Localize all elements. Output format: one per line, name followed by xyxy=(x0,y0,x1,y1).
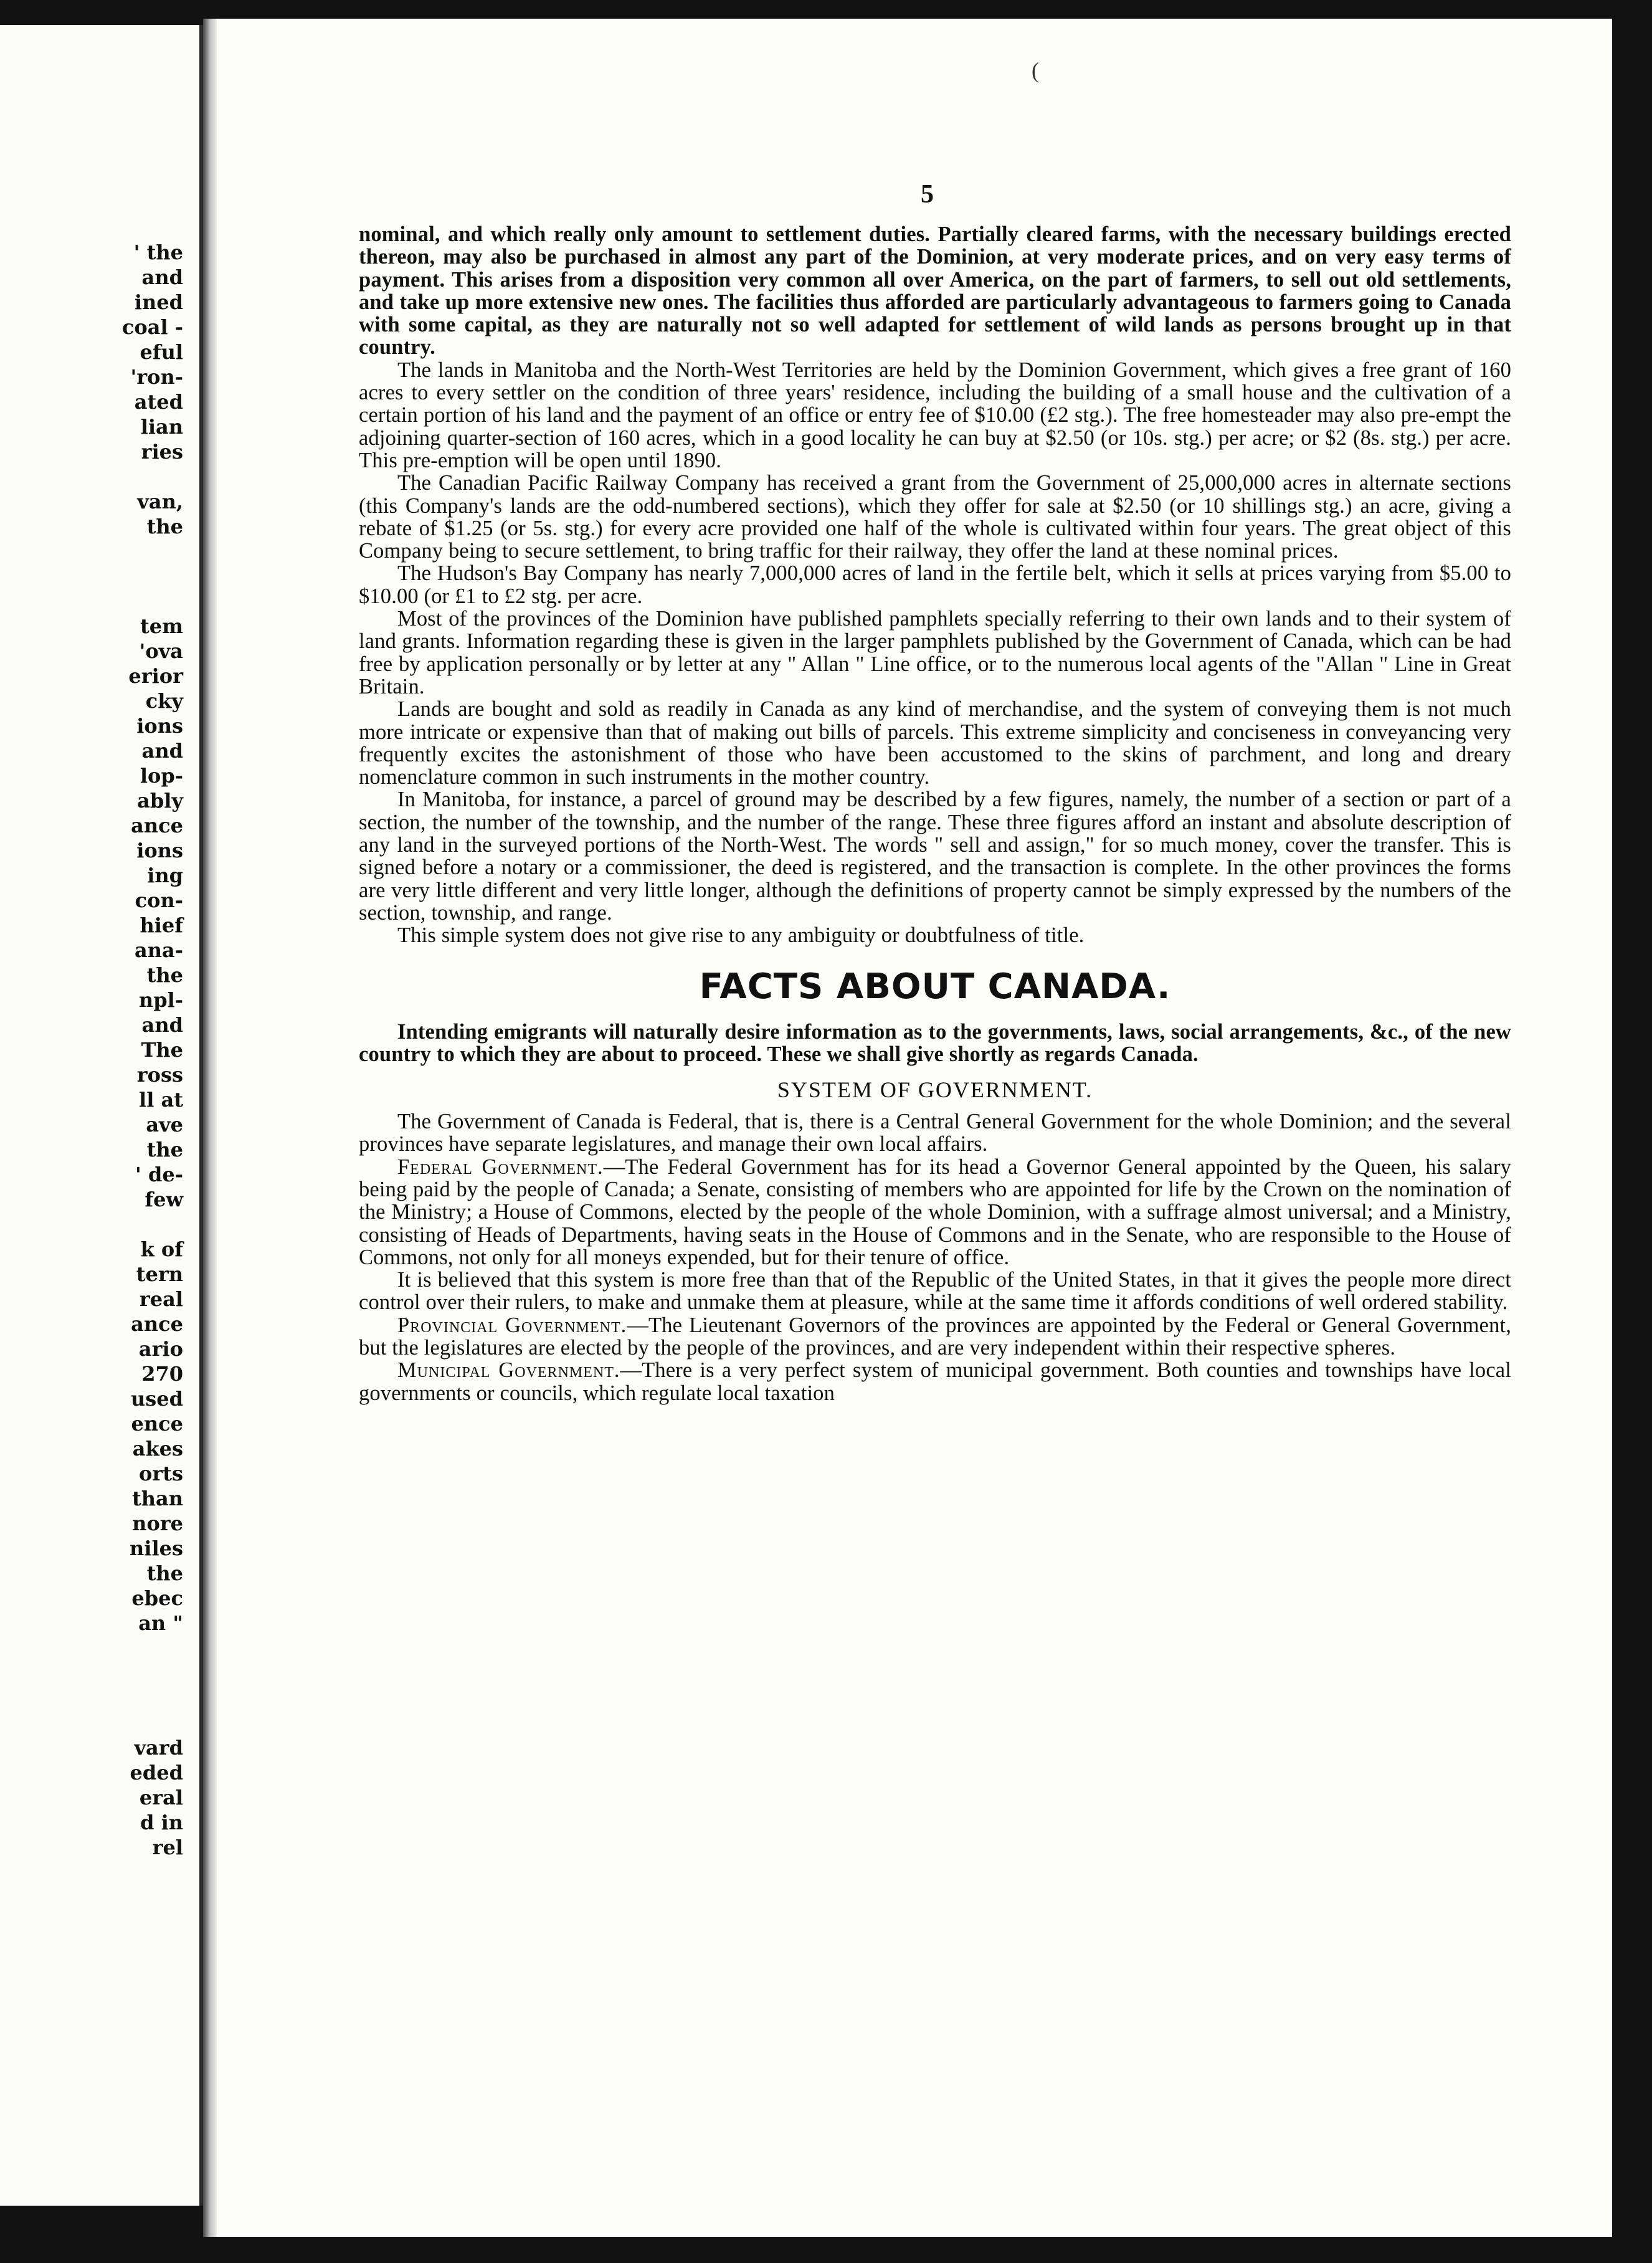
paragraph-text: —There is a very perfect system of municipal government. Both counties and townships have local governments or councils, which regulate local taxation xyxy=(359,1358,1511,1405)
paragraph: It is believed that this system is more free than that of the Republic of the United States, in that it gives the people more direct control over their rulers, to make and unmake them at pleasure, while at the same time it affords conditions of well ordered stability. xyxy=(359,1268,1511,1315)
text-fragment: the xyxy=(146,1138,183,1161)
text-fragment: the xyxy=(146,963,183,987)
text-fragment: orts xyxy=(139,1462,183,1485)
text-fragment: and xyxy=(141,1013,183,1037)
text-fragment: ined xyxy=(134,290,183,314)
text-fragment: ave xyxy=(146,1113,183,1136)
text-fragment: and xyxy=(141,739,183,763)
text-fragment: ions xyxy=(136,839,183,862)
text-fragment xyxy=(122,564,183,589)
previous-page-fragments xyxy=(122,240,183,1860)
text-fragment: coal - xyxy=(121,315,183,339)
text-fragment: ario xyxy=(138,1337,183,1361)
text-fragment: nore xyxy=(132,1512,183,1535)
text-fragment: The xyxy=(141,1038,183,1062)
text-fragment: ably xyxy=(137,789,183,812)
text-fragment: rel xyxy=(152,1836,183,1859)
stray-mark: ( xyxy=(1032,58,1039,83)
text-fragment: ross xyxy=(136,1063,183,1087)
paragraph: In Manitoba, for instance, a parcel of ground may be described by a few figures, namely, the number of a section or part of a section, the number of the township, and the number of the range. These three figures afford an instant and absolute description of any land in the surveyed portions of the North-West. The words " sell and assign," for so much money, cover the transfer. This is signed before a notary or a commissioner, the deed is registered, and the transaction is complete. In the other provinces the forms are very little different and very little longer, although the definitions of property cannot be simply expressed by the numbers of the section, township, and range. xyxy=(359,788,1511,925)
text-fragment: ana- xyxy=(134,938,183,962)
text-fragment xyxy=(122,589,183,614)
text-fragment: tem xyxy=(140,614,183,638)
text-fragment: k of xyxy=(140,1237,183,1261)
text-fragment: lop- xyxy=(140,764,183,788)
text-fragment xyxy=(122,1660,183,1685)
text-fragment: 270 xyxy=(141,1362,183,1386)
text-fragment: ance xyxy=(131,1312,183,1336)
paragraph: Lands are bought and sold as readily in Canada as any kind of merchandise, and the system of conveying them is not much more intricate or expensive than that of making out bills of parcels. This extreme simplicity and conciseness in conveyancing very frequently excites the astonishment of those who have been accustomed to the skins of parchment, and long and dreary nomenclature common in such instruments in the mother country. xyxy=(359,697,1511,789)
text-fragment: ance xyxy=(131,814,183,837)
paragraph: The Hudson's Bay Company has nearly 7,000,000 acres of land in the fertile belt, which it sells at prices varying from $5.00 to $10.00 (or £1 to £2 stg. per acre. xyxy=(359,561,1511,608)
section-heading: FACTS ABOUT CANADA. xyxy=(699,966,1171,1007)
text-fragment: ated xyxy=(134,390,183,414)
text-fragment xyxy=(122,1685,183,1710)
text-fragment xyxy=(122,539,183,564)
text-fragment: ing xyxy=(147,864,183,887)
text-fragment: ' de- xyxy=(135,1163,183,1186)
text-fragment: ries xyxy=(141,440,183,464)
text-fragment xyxy=(122,1636,183,1660)
text-fragment: the xyxy=(146,515,183,538)
run-in-heading: Federal Government. xyxy=(397,1155,604,1179)
text-fragment: eful xyxy=(140,340,183,364)
text-fragment: and xyxy=(141,265,183,289)
text-fragment: niles xyxy=(130,1536,183,1560)
paragraph: The lands in Manitoba and the North-West Territories are held by the Dominion Government, which gives a free grant of 160 acres to every settler on the condition of three years' residence, including the building of a small house and the cultivation of a certain portion of his land and the payment of an office or entry fee of $10.00 (£2 stg.). The free homesteader may also pre-empt the adjoining quarter-section of 160 acres, which in a good locality he can buy at $2.50 (or 10s. stg.) per acre; or $2 (8s. stg.) per acre. This pre-emption will be open until 1890. xyxy=(359,358,1511,472)
text-fragment: erior xyxy=(128,664,183,688)
paragraph-text: —The Federal Government has for its head a Governor General appointed by the Queen, his salary being paid by the people of Canada; a Senate, consisting of members who are appointed for life by the Crown on the nomination of the Ministry; a House of Commons, elected by the people of the whole Dominion, with a suffrage almost universal; and a Ministry, consisting of Heads of Departments, having seats in the House of Commons and in the Senate, who are responsible to the House of Commons, not only for all moneys expended, but for their tenure of office. xyxy=(359,1155,1512,1269)
text-fragment: van, xyxy=(137,490,183,513)
text-fragment: tern xyxy=(136,1262,183,1286)
text-fragment: real xyxy=(139,1287,183,1311)
paragraph: Most of the provinces of the Dominion have published pamphlets specially referring to their own lands and to their system of land grants. Information regarding these is given in the larger pamphlets published by the Government of Canada, which can be had free by application personally or by letter at any " Allan " Line office, or to the numerous local agents of the "Allan " Line in Great Britain. xyxy=(359,607,1511,698)
paragraph: The Canadian Pacific Railway Company has received a grant from the Government of 25,000,000 acres in alternate sections (this Company's lands are the odd-numbered sections), which they offer for sale at $2.50 (or 10 shillings stg.) an acre, giving a rebate of $1.25 (or 5s. stg.) for every acre provided one half of the whole is cultivated within four years. The great object of this Company being to secure settlement, to bring traffic for their railway, they offer the land at these nominal prices. xyxy=(359,471,1511,563)
paragraph: nominal, and which really only amount to settlement duties. Partially cleared farms, with the necessary buildings erected thereon, may also be purchased in almost any part of the Dominion, at very moderate prices, and on very easy terms of payment. This arises from a disposition very common all over America, on the part of farmers, to sell out old settlements, and take up more extensive new ones. The facilities thus afforded are particularly advantageous to farmers going to Canada with some capital, as they are naturally not so well adapted for settlement of wild lands as persons brought up in that country. xyxy=(359,222,1511,360)
paragraph xyxy=(359,1156,1511,1269)
text-fragment: than xyxy=(131,1487,183,1510)
text-fragment: eral xyxy=(139,1786,183,1809)
scan-border xyxy=(1612,19,1652,2237)
paragraph: Intending emigrants will naturally desire information as to the governments, laws, social arrangements, &c., of the new country to which they are about to proceed. These we shall give shortly as regards Canada. xyxy=(359,1019,1511,1066)
page-gutter xyxy=(203,19,217,2237)
page-body xyxy=(359,223,1511,1404)
text-fragment: ions xyxy=(136,714,183,738)
text-fragment: lian xyxy=(140,415,183,439)
paragraph: This simple system does not give rise to any ambiguity or doubtfulness of title. xyxy=(397,923,1085,948)
previous-page-edge xyxy=(0,25,203,2206)
run-in-heading: Provincial Government. xyxy=(397,1313,627,1337)
text-fragment xyxy=(122,1212,183,1237)
text-fragment: cky xyxy=(145,689,183,713)
text-fragment xyxy=(122,464,183,489)
paragraph xyxy=(359,1359,1511,1404)
text-fragment: eded xyxy=(130,1761,183,1784)
text-fragment: ' the xyxy=(133,241,183,264)
paragraph xyxy=(359,1314,1511,1360)
text-fragment: ence xyxy=(131,1412,183,1436)
text-fragment: npl- xyxy=(138,988,183,1012)
page-number: 5 xyxy=(921,180,934,209)
text-fragment: vard xyxy=(134,1736,183,1760)
text-fragment: few xyxy=(145,1188,183,1211)
text-fragment: the xyxy=(146,1561,183,1585)
run-in-heading: Municipal Government. xyxy=(397,1358,620,1383)
text-fragment: ebec xyxy=(131,1586,183,1610)
paragraph-text: —The Lieutenant Governors of the provinces are appointed by the Federal or General Government, but the legislatures are elected by the people of the provinces, and are very independent within their respective spheres. xyxy=(359,1313,1511,1360)
document-page xyxy=(217,19,1612,2237)
text-fragment: an " xyxy=(138,1611,183,1635)
text-fragment: d in xyxy=(140,1811,183,1834)
text-fragment xyxy=(122,1710,183,1735)
text-fragment: ll at xyxy=(139,1088,183,1112)
text-fragment: 'ova xyxy=(139,639,183,663)
text-fragment: hief xyxy=(140,913,183,937)
text-fragment: con- xyxy=(135,889,183,912)
text-fragment: 'ron- xyxy=(130,365,183,389)
text-fragment: used xyxy=(130,1387,183,1411)
subsection-heading: SYSTEM OF GOVERNMENT. xyxy=(777,1077,1093,1103)
text-fragment: akes xyxy=(132,1437,183,1460)
paragraph: The Government of Canada is Federal, that is, there is a Central General Government for the whole Dominion; and the several provinces have separate legislatures, and manage their own local affairs. xyxy=(359,1110,1511,1156)
